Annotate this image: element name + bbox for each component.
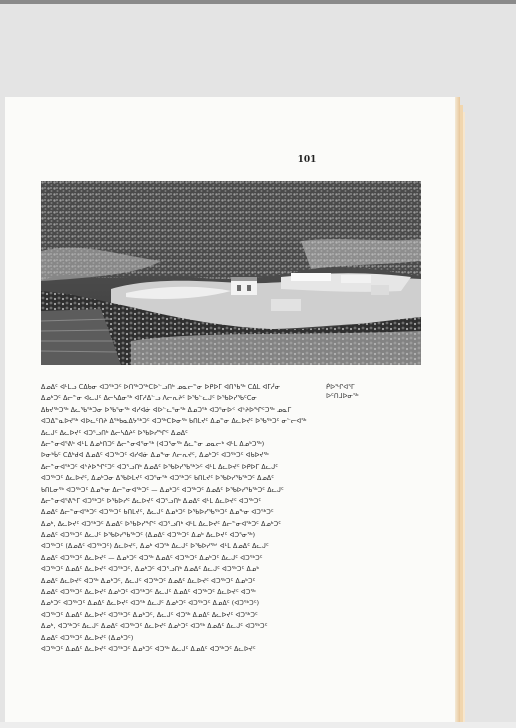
text-line: ᐊᑐᐃᓐᓇᐅᔪᖅ ᐊᐅᓚᑦᑎᔨ ᐃᖅᑲᓇᐃᔭᖅᑐᑦ ᐊᑐᖅᑕᐅᓂᖅ ᑲᑎᒪᔪᑦ ᐃᓄᓐᓂ ᐃᓚᐅᔪᑦ ᐅᖃᖅᑐᑦ ᓂᓪᓕᐊᖅ	[41, 418, 307, 426]
page-edge	[463, 112, 465, 722]
text-line: ᐃᓄᐃᑦ ᐊᑐᖅᑐᑦ ᐃᓚᒍᑦ ᐅᖃᐅᓯᖃᖅᑐᑦ (ᐃᓄᐃᑦ ᐊᑐᖅᑐᑦ ᐃᓄᒃ ᐃᓚᐅᔪᑦ ᐊᑐᕐᓂᖅ)	[41, 532, 256, 540]
body-text	[41, 382, 323, 655]
text-line: ᐃᓄᐃᑦ ᐊᑐᖅᑐᑦ ᐃᓚᐅᔪᑦ ᐃᓄᒃᑐᑦ ᐊᑐᖅᑐᑦ ᐃᓚᒍᑦ ᐃᓄᐃᑦ ᐊᑐᖅᑐᑦ ᐃᓚᐅᔪᑦ ᐊᑐᖅ	[41, 589, 256, 597]
text-line: ᐊᑐᖅᑐᑦ ᐃᓄᐃᑦ ᐃᓚᐅᔪᑦ ᐊᑐᖅᑐᑦ ᐃᓄᒃᑐᑦ, ᐃᓚᒍᑦ ᐊᑐᖅ ᐃᓄᐃᑦ ᐃᓚᐅᔪᑦ ᐊᑐᖅᑐᑦ	[41, 611, 258, 619]
scanner-bottom-edge	[0, 722, 516, 728]
landscape-photo-icon	[41, 181, 421, 365]
text-line: ᐃᓄᐃᑦ ᐊᑐᖅᑐᑦ ᐃᓚᐅᔪᑦ (ᐃᓄᒃᑐᑦ)	[41, 634, 134, 642]
text-line: ᐃᓄᒃᑐᑦ ᐊᑐᖅᑐᑦ ᐃᓄᐃᑦ ᐃᓚᐅᔪᑦ ᐊᑐᖅ ᐃᓚᒍᑦ ᐃᓄᒃᑐᑦ ᐊᑐᖅᑐᑦ ᐃᓄᐃᑦ (ᐊᑐᖅᑐᑦ)	[41, 600, 260, 608]
text-line: ᐃᓚᒍᑦ ᐃᓚᐅᔪᑦ ᐊᑐᕐᓗᑎᒃ ᐃᓕᓴᐃᔨᑦ ᐅᖃᐅᓯᖏᑦ ᐃᓄᐃᑦ	[41, 429, 188, 437]
text-line: ᐊᑐᖅᑐᑦ (ᐃᓄᐃᑦ ᐊᑐᖅᑐᑦ) ᐃᓚᐅᔪᑦ, ᐃᓄᒃ ᐊᑐᖅ ᐃᓚᒍᑦ ᐅᖃᐅᓯᖅ' ᐊᒻᒪ ᐃᓄᐃᑦ ᐃᓚᒍᑦ	[41, 543, 269, 551]
text-line: ᑲᑎᒪᓂᖅ ᐊᑐᖅᑐᑦ ᐃᓄᖕᓂ ᐃᓕᓐᓂᐊᖅᑐᑦ — ᐃᓄᒃᑐᑦ ᐊᑐᖅᑐᑦ ᐃᓄᐃᑦ ᐅᖃᐅᓯᖃᖅᑐᑦ ᐃᓚᒍᑦ	[41, 486, 284, 494]
scanner-top-edge	[0, 0, 516, 4]
photo-caption	[326, 383, 406, 401]
caption-line: ᑮᐅᖏᐊᕐᒥ	[326, 383, 355, 391]
page-number: 101	[297, 155, 317, 165]
text-line: ᐃᓕᓐᓂᐊᕐᕕᖕᒥ ᐊᑐᖅᑐᑦ ᐅᖃᐅᓯᑦ ᐃᓚᐅᔪᑦ ᐊᑐᕐᓗᑎᒃ ᐃᓄᐃᑦ ᐊᒻᒪ ᐃᓚᐅᔪᑦ ᐊᑐᖅᑐᑦ	[41, 497, 262, 505]
text-line: ᐅᓂᒃᑳᑦ ᑕᐃᒃᑯᐊ ᐃᓄᐃᑦ ᐊᑐᖅᑐᑦ ᐊᓯᐊᓃ ᐃᓄᖕᓂ ᐱᓕᕆᔪᑦ, ᐃᓄᒃᑐᑦ ᐊᑐᖅᑐᑦ ᐊᑲᐅᔪᖅ	[41, 452, 269, 460]
text-line: ᐃᓕᓐᓂᐊᕐᕕᒃ ᐊᒻᒪ ᐃᓄᒃᑎᑐᑦ ᐃᓕᓐᓂᐊᕐᓂᖅ (ᐊᑐᕐᓂᖅ ᐃᓚᓐᓂ ᓄᓇᓕᒃ ᐊᒻᒪ ᐃᓄᒃᑐᖅ)	[41, 440, 265, 448]
text-line: ᐃᑲᔪᖅᑐᖅ ᐃᓚᖃᖅᑐᓂ ᐅᖃᕐᓂᖅ ᐊᓯᐊᓃ ᐊᐅᓪᓚᕐᓂᖅ ᐃᓄᑐᖅ ᐊᑐᕐᓂᐅᑉ ᐊᔾᔨᐅᖏᑦᑐᖅ ᓄᓇᒥ	[41, 406, 292, 414]
text-line: ᐃᓄᒃ, ᐃᓚᐅᔪᑦ ᐊᑐᖅᑐᑦ ᐃᓄᐃᑦ ᐅᖃᐅᓯᖏᑦ ᐊᑐᕐᓗᑎᒃ ᐊᒻᒪ ᐃᓚᐅᔪᑦ ᐃᓕᓐᓂᐊᖅᑐᑦ ᐃᓄᒃᑐᑦ	[41, 520, 282, 528]
text-line: ᐃᓕᓐᓂᐊᖅᑐᑦ ᐊᔾᔨᐅᖏᑦᑐᑦ ᐊᑐᕐᓗᑎᒃ ᐃᓄᐃᑦ ᐅᖃᐅᓯᖃᖅᐳᑦ ᐊᒻᒪ ᐃᓚᐅᔪᑦ ᐅᑭᐅᒥ ᐃᓚᒍᑦ	[41, 463, 279, 471]
caption-line: ᐅᑦᑎᒧᐅᓂᖅ	[326, 392, 359, 400]
text-line: ᐃᓄᐃᑦ ᐃᓚᐅᔪᑦ ᐊᑐᖅ ᐃᓄᒃᑐᑦ, ᐃᓚᒍᑦ ᐊᑐᖅᑐᑦ ᐃᓄᐃᑦ ᐃᓚᐅᔪᑦ ᐊᑐᖅᑐᑦ ᐃᓄᒃᑐᑦ	[41, 577, 256, 585]
text-line: ᐊᑐᖅᑐᑦ ᐃᓄᐃᑦ ᐃᓚᐅᔪᑦ ᐊᑐᖅᑐᑦ ᐃᓄᒃᑐᑦ ᐊᑐᖅ ᐃᓚᒍᑦ ᐃᓄᐃᑦ ᐊᑐᖅᑐᑦ ᐃᓚᐅᔪᑦ	[41, 645, 256, 653]
text-line: ᐃᓄᐃᑦ ᐃᓕᓐᓂᐊᖅᑐᑦ ᐊᑐᖅᑐᑦ ᑲᑎᒪᔪᑦ, ᐃᓚᒍᑦ ᐃᓄᒃᑐᑦ ᐅᖃᐅᓯᖃᖅᑐᑦ ᐃᓄᖕᓂ ᐊᑐᖅᑐᑦ	[41, 509, 274, 517]
text-line: ᐃᓄᐃᑦ ᐊᒻᒪᓗ ᑕᐃᑲᓂ ᐊᑐᖅᑐᑦ ᐅᑎᖅᑐᖅᑕᐅᓪᓗᑎᒃ ᓄᓇᓕᓐᓂ ᐅᑭᐅᒥ ᐊᑎᖃᖅ ᑕᐃᒪ ᐊᒥᓲᓂ	[41, 384, 281, 391]
landscape-photo	[41, 181, 421, 365]
text-line: ᐃᓄᐃᑦ ᐊᑐᖅᑐᑦ ᐃᓚᐅᔪᑦ — ᐃᓄᒃᑐᑦ ᐊᑐᖅ ᐃᓄᐃᑦ ᐊᑐᖅᑐᑦ ᐃᓄᒃᑐᑦ ᐃᓚᒍᑦ ᐊᑐᖅᑐᑦ	[41, 554, 263, 562]
text-line: ᐃᓄᒃ, ᐊᑐᖅᑐᑦ ᐃᓚᒍᑦ ᐃᓄᐃᑦ ᐊᑐᖅᑐᑦ ᐃᓚᐅᔪᑦ ᐃᓄᒃᑐᑦ ᐊᑐᖅ ᐃᓄᐃᑦ ᐃᓚᒍᑦ ᐊᑐᖅᑐᑦ	[41, 623, 268, 631]
text-line: ᐃᓄᒃᑐᑦ ᐃᓕᓐᓂ ᐊᓚᒍᑦ ᐃᓕᓴᐃᓂᖅ ᐊᒥᓱᐃᓪᓗ ᐱᓕᕆᔨᑦ ᐅᖃᓪᓚᒍᑦ ᐅᖃᐅᓯᖃᑦᑕᓂ	[41, 395, 257, 403]
text-line: ᐊᑐᖅᑐᑦ ᐃᓄᐃᑦ ᐃᓚᐅᔪᑦ ᐊᑐᖅᑐᑦ, ᐃᓄᒃᑐᑦ ᐊᑐᕐᓗᑎᒃ ᐃᓄᐃᑦ ᐃᓚᒍᑦ ᐊᑐᖅᑐᑦ ᐃᓄᒃ	[41, 566, 259, 574]
text-line: ᐊᑐᖅᑐᑦ ᐃᓚᐅᔪᑦ, ᐃᓄᒃᑐᓂ ᐃᖃᐅᒪᔪᑦ ᐊᑐᕐᓂᖅ ᐊᑐᖅᑐᑦ ᑲᑎᒪᔪᑦ ᐅᖃᐅᓯᖃᖅᑐᑦ ᐃᓄᐃᑦ	[41, 475, 275, 483]
